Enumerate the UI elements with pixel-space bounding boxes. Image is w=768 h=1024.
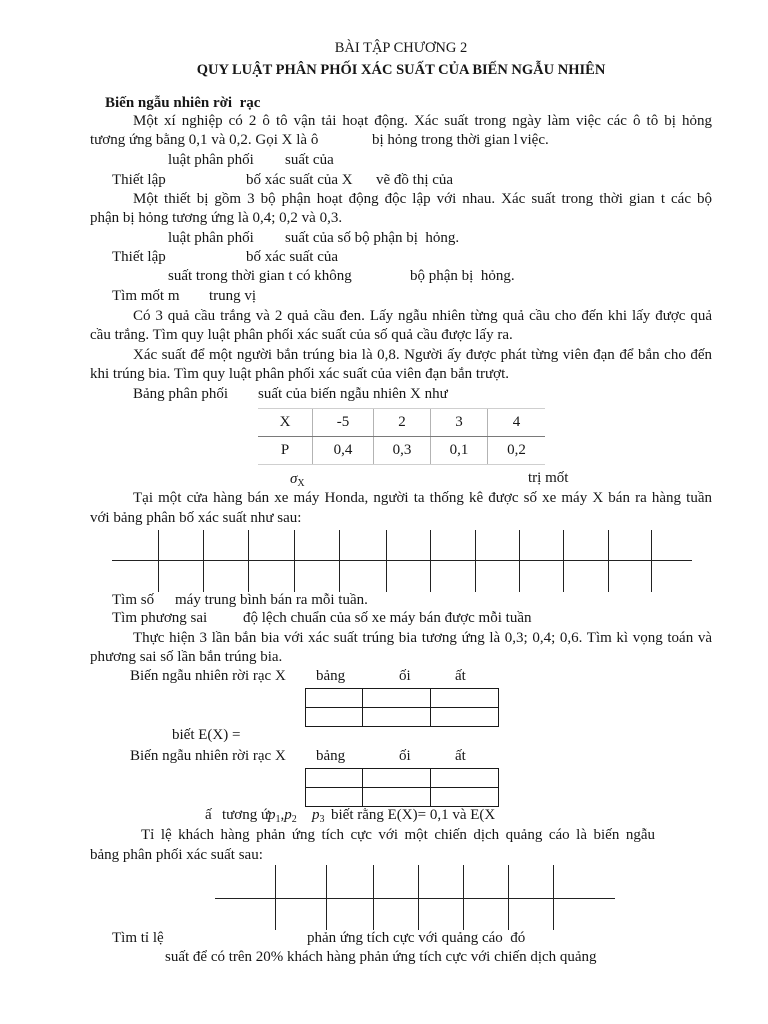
table-cell: X — [258, 409, 313, 437]
text-fragment: bảng — [316, 668, 346, 684]
text-fragment: luật phân phối — [168, 152, 254, 168]
section-heading: Biến ngẫu nhiên rời rạc — [105, 95, 261, 111]
p-subscript: 2 — [291, 814, 297, 825]
text-line — [0, 346, 768, 364]
text-fragment: ối — [399, 668, 411, 684]
paragraph-text: Một xí nghiệp có 2 ô tô vận tải hoạt động. Xác suất trong ngày làm việc các ô tô bị hỏng — [133, 113, 712, 129]
text-fragment: độ lệch chuẩn của số xe máy bán được mỗi tuần — [243, 610, 532, 626]
text-fragment: tương ứ — [222, 807, 270, 823]
text-line — [0, 609, 768, 627]
text-line — [0, 171, 768, 189]
text-line — [0, 190, 768, 208]
text-line — [0, 307, 768, 325]
table-cell — [431, 788, 499, 807]
text-fragment: Tìm mốt m — [112, 288, 180, 304]
paragraph-text: Tỉ lệ khách hàng phản ứng tích cực với một chiến dịch quảng cáo là biến ngẫu — [141, 827, 655, 843]
grid-rule — [158, 530, 159, 592]
text-fragment: luật phân phối — [168, 230, 254, 246]
paragraph-text: Một thiết bị gồm 3 bộ phận hoạt động độc lập với nhau. Xác suất trong thời gian t các bộ — [133, 191, 712, 207]
text-line — [0, 929, 768, 947]
p-subscript: 1 — [275, 814, 281, 825]
grid-rule — [553, 865, 554, 930]
text-fragment: bảng — [316, 748, 346, 764]
text-fragment: máy trung bình bán ra mỗi tuần. — [175, 592, 368, 608]
text-line — [0, 648, 768, 666]
p-subscript: 3 — [319, 814, 325, 825]
text-fragment: ất — [455, 668, 466, 684]
grid-rule — [475, 530, 476, 592]
text-fragment: Thiết lập — [112, 249, 166, 265]
table-cell — [306, 708, 363, 727]
table-cell — [363, 708, 431, 727]
paragraph-text: Xác suất để một người bắn trúng bia là 0,8. Người ấy được phát từng viên đạn để bắn cho đến — [133, 347, 712, 363]
text-fragment: Thiết lập — [112, 172, 166, 188]
text-fragment: bố xác suất của X — [246, 172, 353, 188]
text-fragment: Tìm số — [112, 592, 155, 608]
grid-rule — [563, 530, 564, 592]
paragraph-text: Có 3 quả cầu trắng và 2 quả cầu đen. Lấy ngẫu nhiên từng quả cầu cho đến khi lấy được quả — [133, 308, 712, 324]
text-fragment: suất trong thời gian t có không — [168, 268, 352, 284]
table-row — [306, 788, 499, 807]
grid-rule — [463, 865, 464, 930]
p-symbol: p — [284, 807, 292, 823]
p-symbol: p — [312, 807, 320, 823]
text-line — [0, 112, 768, 130]
section-heading-line — [0, 94, 768, 112]
document-title: BÀI TẬP CHƯƠNG 2 — [334, 40, 468, 56]
grid-rule — [248, 530, 249, 592]
text-line — [0, 151, 768, 169]
table-cell — [306, 788, 363, 807]
text-line — [0, 806, 768, 824]
blank-table — [305, 688, 499, 727]
p-symbol: p — [268, 807, 276, 823]
paragraph-text: Thực hiện 3 lần bắn bia với xác suất trúng bia tương ứng là 0,3; 0,4; 0,6. Tìm kì vọng toán và — [133, 630, 712, 646]
text-fragment: bị hỏng trong thời gian l — [372, 132, 518, 148]
text-fragment: suất của — [285, 152, 334, 168]
text-line — [0, 667, 768, 685]
text-line — [0, 948, 768, 966]
grid-rule — [275, 865, 276, 930]
text-fragment: với bảng phân bố xác suất như sau: — [90, 510, 302, 526]
table-cell — [306, 689, 363, 708]
probability-symbol — [312, 806, 325, 824]
grid-rule — [326, 865, 327, 930]
sigma-symbol — [290, 470, 305, 488]
table-cell: 2 — [374, 409, 431, 437]
text-fragment: ấ — [205, 807, 212, 823]
grid-rule — [608, 530, 609, 592]
grid-rule — [373, 865, 374, 930]
table-cell — [431, 689, 499, 708]
table-cell: 0,2 — [488, 437, 546, 465]
text-line — [0, 365, 768, 383]
text-fragment: suất để có trên 20% khách hàng phản ứng tích cực với chiến dịch quảng — [165, 949, 597, 965]
table-cell — [431, 769, 499, 788]
text-fragment: phận bị hỏng tương ứng là 0,4; 0,2 và 0,3. — [90, 210, 343, 226]
table-cell — [306, 769, 363, 788]
text-line — [0, 131, 768, 149]
table-cell: P — [258, 437, 313, 465]
comma: , — [280, 807, 285, 823]
text-line — [0, 326, 768, 344]
grid-rule — [294, 530, 295, 592]
text-fragment: vẽ đồ thị của — [376, 172, 454, 188]
probability-symbols — [268, 806, 297, 824]
grid-rule — [651, 530, 652, 592]
text-line — [0, 470, 768, 488]
table-cell: 0,4 — [313, 437, 374, 465]
text-fragment: trị mốt — [528, 470, 569, 486]
document-subtitle: QUY LUẬT PHÂN PHỐI XÁC SUẤT CỦA BIẾN NGẪU NHIÊN — [196, 62, 606, 78]
text-line — [0, 248, 768, 266]
table-cell — [363, 689, 431, 708]
text-fragment: Tìm phương sai — [112, 610, 208, 626]
text-line — [0, 489, 768, 507]
text-line — [0, 209, 768, 227]
text-fragment: khi trúng bia. Tìm quy luật phân phối xác suất của viên đạn bắn trượt. — [90, 366, 510, 382]
table-row — [258, 437, 545, 465]
grid-rule — [508, 865, 509, 930]
paragraph-text: Tại một cửa hàng bán xe máy Honda, người ta thống kê được số xe máy X bán ra hàng tuần — [133, 490, 712, 506]
text-line — [0, 287, 768, 305]
text-fragment: Biến ngẫu nhiên rời rạc X — [130, 668, 286, 684]
text-line — [0, 846, 768, 864]
text-fragment: trung vị — [209, 288, 257, 304]
table-cell — [363, 769, 431, 788]
table-cell: 4 — [488, 409, 546, 437]
text-line — [0, 509, 768, 527]
text-fragment: phương sai số lần bắn trúng bia. — [90, 649, 283, 665]
grid-rule — [386, 530, 387, 592]
text-fragment: suất của biến ngẫu nhiên X như — [258, 386, 448, 402]
table-cell: 3 — [431, 409, 488, 437]
text-fragment: Biến ngẫu nhiên rời rạc X — [130, 748, 286, 764]
grid-rule — [519, 530, 520, 592]
table-row — [306, 708, 499, 727]
text-fragment: biết E(X) = — [172, 727, 241, 743]
text-line — [0, 826, 768, 844]
table-cell — [363, 788, 431, 807]
table-cell: 0,3 — [374, 437, 431, 465]
text-fragment: suất của số bộ phận bị hỏng. — [285, 230, 460, 246]
grid-rule — [430, 530, 431, 592]
table-header-row — [258, 409, 545, 437]
table-cell — [431, 708, 499, 727]
grid-rule — [339, 530, 340, 592]
text-fragment: bố xác suất của — [246, 249, 339, 265]
table-row — [306, 769, 499, 788]
distribution-table — [258, 408, 545, 465]
text-fragment: biết rằng E(X)= 0,1 và E(X — [331, 807, 496, 823]
text-fragment: ối — [399, 748, 411, 764]
text-fragment: cầu trắng. Tìm quy luật phân phối xác suất của số quả cầu được lấy ra. — [90, 327, 513, 343]
sigma-base: σ — [290, 471, 298, 487]
table-row — [306, 689, 499, 708]
text-line — [0, 267, 768, 285]
grid-rule — [112, 560, 692, 561]
grid-rule — [203, 530, 204, 592]
table-cell: -5 — [313, 409, 374, 437]
text-fragment: phản ứng tích cực với quảng cáo đó — [307, 930, 526, 946]
text-fragment: tương ứng bằng 0,1 và 0,2. Gọi X là ô — [90, 132, 319, 148]
table-cell: 0,1 — [431, 437, 488, 465]
blank-table — [305, 768, 499, 807]
text-fragment: ất — [455, 748, 466, 764]
text-fragment: Bảng phân phối — [133, 386, 228, 402]
text-fragment: bộ phận bị hỏng. — [410, 268, 515, 284]
text-line — [0, 629, 768, 647]
text-fragment: Tìm tỉ lệ — [112, 930, 164, 946]
text-fragment: bảng phân phối xác suất sau: — [90, 847, 263, 863]
sigma-subscript: X — [297, 478, 305, 489]
text-line — [0, 747, 768, 765]
grid-rule — [418, 865, 419, 930]
text-line — [0, 726, 768, 744]
text-line — [0, 229, 768, 247]
text-line — [0, 385, 768, 403]
text-fragment: việc. — [520, 132, 549, 148]
text-line — [0, 591, 768, 609]
